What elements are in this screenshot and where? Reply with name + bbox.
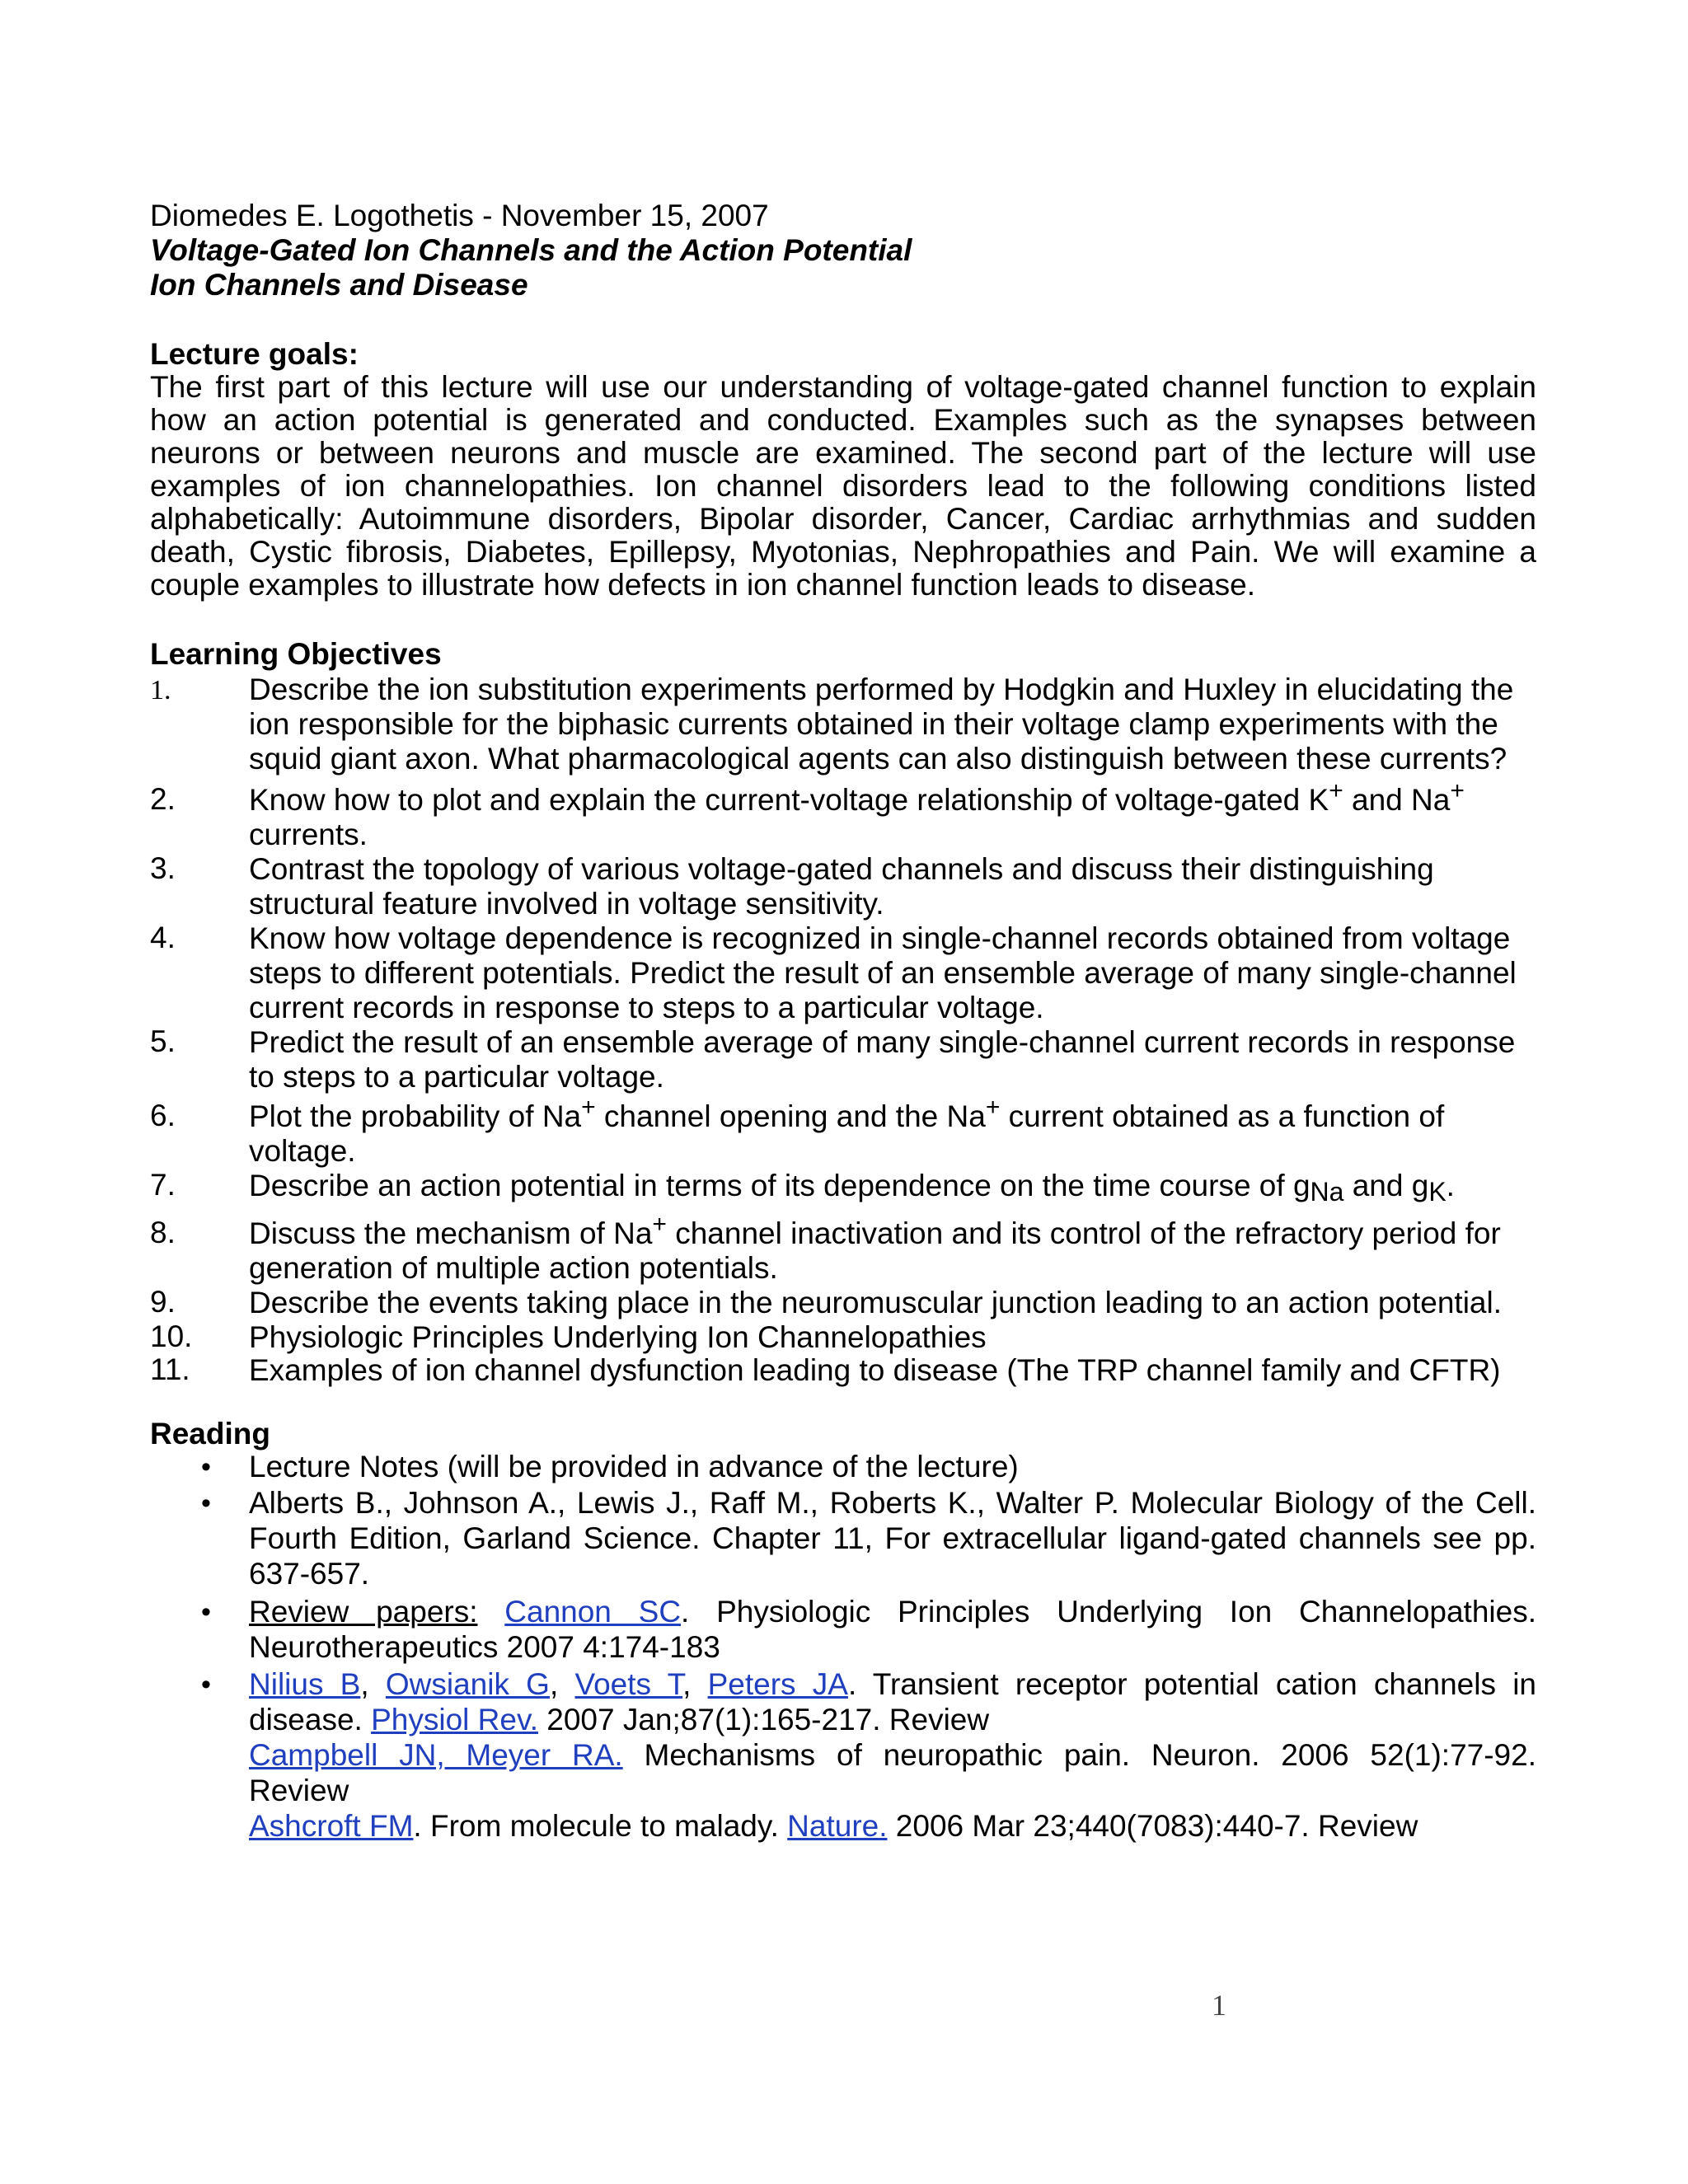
reading-line bbox=[249, 1666, 1536, 1702]
superscript: + bbox=[1450, 777, 1465, 804]
objective-line: currents. bbox=[249, 818, 368, 851]
objective-line: Physiologic Principles Underlying Ion Channelopathies bbox=[249, 1320, 987, 1354]
journal-link[interactable]: Physiol Rev. bbox=[371, 1703, 538, 1736]
author-link[interactable]: Owsianik G bbox=[385, 1667, 550, 1701]
objective-item bbox=[249, 673, 1543, 776]
goals-line: how an action potential is generated and conducted. Examples such as the synapses between bbox=[150, 403, 1536, 437]
objective-text: channel inactivation and its control of the refractory period for bbox=[666, 1216, 1501, 1250]
reading-item bbox=[249, 1666, 1536, 1844]
goals-heading: Lecture goals: bbox=[150, 337, 359, 371]
reading-line: Fourth Edition, Garland Science. Chapter 11, For extracellular ligand-gated channels see pp. bbox=[249, 1521, 1536, 1555]
reading-item bbox=[249, 1594, 1536, 1665]
objective-number: 1. bbox=[150, 675, 171, 705]
objective-line: to steps to a particular voltage. bbox=[249, 1060, 664, 1094]
objective-line: squid giant axon. What pharmacological agents can also distinguish between these currents? bbox=[249, 742, 1507, 776]
goals-line: examples of ion channelopathies. Ion channel disorders lead to the following conditions listed bbox=[150, 469, 1536, 503]
reading-heading: Reading bbox=[150, 1417, 270, 1451]
reading-text: disease. bbox=[249, 1703, 372, 1736]
bullet-icon: • bbox=[201, 1669, 211, 1700]
objective-text: and Na bbox=[1343, 783, 1451, 817]
reading-text: . Transient receptor potential cation channels in bbox=[847, 1667, 1536, 1701]
objective-line: steps to different potentials. Predict the result of an ensemble average of many single-channel bbox=[249, 956, 1517, 990]
ashcroft-link[interactable]: Ashcroft FM bbox=[249, 1809, 414, 1843]
objective-text: Describe an action potential in terms of its dependence on the time course of g bbox=[249, 1169, 1311, 1202]
reading-line: Review bbox=[249, 1774, 349, 1807]
goals-line: neurons or between neurons and muscle are examined. The second part of the lecture will use bbox=[150, 436, 1536, 470]
bullet-icon: • bbox=[201, 1488, 211, 1519]
superscript: + bbox=[1329, 777, 1343, 804]
reading-text: . From molecule to malady. bbox=[413, 1809, 788, 1843]
objective-text: Know how to plot and explain the current-voltage relationship of voltage-gated K bbox=[249, 783, 1329, 817]
title-main: Voltage-Gated Ion Channels and the Action Potential bbox=[150, 233, 912, 267]
objective-number: 8. bbox=[150, 1216, 176, 1249]
objective-text: and g bbox=[1343, 1169, 1429, 1202]
campbell-meyer-link[interactable]: Campbell JN, Meyer RA. bbox=[249, 1738, 623, 1772]
objective-text: Discuss the mechanism of Na bbox=[249, 1216, 653, 1250]
bullet-icon: • bbox=[201, 1451, 211, 1483]
subscript: K bbox=[1428, 1177, 1447, 1207]
author-date: Diomedes E. Logothetis - November 15, 2007 bbox=[150, 199, 769, 232]
objective-line: voltage. bbox=[249, 1134, 356, 1168]
objective-text: current obtained as a function of bbox=[1000, 1099, 1445, 1133]
objective-item bbox=[249, 1025, 1543, 1094]
objective-number: 4. bbox=[150, 921, 176, 954]
superscript: + bbox=[581, 1094, 596, 1121]
goals-line: death, Cystic fibrosis, Diabetes, Epillepsy, Myotonias, Nephropathies and Pain. We will examine a bbox=[150, 535, 1536, 569]
objective-line: Describe the ion substitution experiments performed by Hodgkin and Huxley in elucidating the bbox=[249, 673, 1514, 706]
objective-line: Contrast the topology of various voltage-gated channels and discuss their distinguishing bbox=[249, 852, 1434, 886]
reading-text: 2006 Mar 23;440(7083):440-7. Review bbox=[887, 1809, 1418, 1843]
objective-item bbox=[249, 1320, 1543, 1355]
reading-line: Lecture Notes (will be provided in advance of the lecture) bbox=[249, 1450, 1019, 1483]
goals-line: alphabetically: Autoimmune disorders, Bipolar disorder, Cancer, Cardiac arrhythmias and sudden bbox=[150, 502, 1536, 536]
objective-number: 11. bbox=[150, 1352, 190, 1386]
page-number: 1 bbox=[1212, 1989, 1226, 2022]
objective-line: current records in response to steps to a particular voltage. bbox=[249, 991, 1044, 1024]
objective-line bbox=[249, 777, 1543, 818]
reading-line: Alberts B., Johnson A., Lewis J., Raff M., Roberts K., Walter P. Molecular Biology of the Cell. bbox=[249, 1486, 1536, 1520]
objective-item bbox=[249, 1169, 1543, 1207]
goals-line: The first part of this lecture will use our understanding of voltage-gated channel function to explain bbox=[150, 370, 1536, 404]
nature-link[interactable]: Nature. bbox=[787, 1809, 888, 1843]
objective-number: 9. bbox=[150, 1285, 176, 1319]
reading-line bbox=[249, 1808, 1536, 1844]
reading-line bbox=[249, 1702, 1536, 1737]
objective-item bbox=[249, 1286, 1543, 1320]
objective-number: 10. bbox=[150, 1319, 193, 1353]
objective-item bbox=[249, 1094, 1543, 1169]
reading-line: Neurotherapeutics 2007 4:174-183 bbox=[249, 1630, 720, 1664]
cannon-link[interactable]: Cannon SC bbox=[504, 1595, 682, 1629]
author-link[interactable]: Peters JA bbox=[707, 1667, 848, 1701]
author-link[interactable]: Nilius B bbox=[249, 1667, 361, 1701]
objective-text: Plot the probability of Na bbox=[249, 1099, 582, 1133]
bullet-icon: • bbox=[201, 1596, 211, 1628]
objective-line: Predict the result of an ensemble average of many single-channel current records in response bbox=[249, 1025, 1516, 1059]
separator: , bbox=[360, 1667, 386, 1701]
reading-text: Mechanisms of neuropathic pain. Neuron. 2006 52(1):77-92. bbox=[622, 1738, 1536, 1772]
reading-line: 637-657. bbox=[249, 1557, 370, 1591]
goals-line: couple examples to illustrate how defects in ion channel function leads to disease. bbox=[150, 568, 1256, 602]
objective-number: 6. bbox=[150, 1099, 176, 1132]
objective-line: Examples of ion channel dysfunction leading to disease (The TRP channel family and CFTR) bbox=[249, 1353, 1501, 1387]
objective-text: . bbox=[1446, 1169, 1455, 1202]
reading-text: . Physiologic Principles Underlying Ion Channelopathies. bbox=[681, 1595, 1536, 1629]
objective-item bbox=[249, 1211, 1543, 1286]
reading-line bbox=[249, 1594, 1536, 1629]
objective-line: Know how voltage dependence is recognized in single-channel records obtained from voltage bbox=[249, 921, 1511, 955]
objective-number: 7. bbox=[150, 1168, 176, 1202]
author-link[interactable]: Voets T bbox=[574, 1667, 683, 1701]
objective-line: Describe the events taking place in the neuromuscular junction leading to an action potential. bbox=[249, 1286, 1502, 1319]
objective-line: structural feature involved in voltage sensitivity. bbox=[249, 887, 884, 921]
objective-item bbox=[249, 1353, 1543, 1388]
objective-line: generation of multiple action potentials. bbox=[249, 1251, 778, 1285]
reading-line bbox=[249, 1737, 1536, 1773]
objective-line bbox=[249, 1094, 1543, 1134]
goals-paragraph bbox=[150, 371, 1536, 602]
objective-number: 2. bbox=[150, 782, 176, 816]
objective-text: channel opening and the Na bbox=[595, 1099, 986, 1133]
objective-line bbox=[249, 1211, 1543, 1251]
objective-item bbox=[249, 921, 1543, 1025]
separator: , bbox=[549, 1667, 575, 1701]
superscript: + bbox=[652, 1211, 667, 1238]
objective-number: 3. bbox=[150, 851, 176, 885]
objective-line bbox=[249, 1169, 1543, 1207]
title-secondary: Ion Channels and Disease bbox=[150, 268, 528, 302]
objectives-heading: Learning Objectives bbox=[150, 637, 442, 671]
review-papers-label: Review papers: bbox=[249, 1595, 478, 1629]
objective-item bbox=[249, 777, 1543, 852]
subscript: Na bbox=[1310, 1177, 1344, 1207]
reading-text: 2007 Jan;87(1):165-217. Review bbox=[537, 1703, 990, 1736]
reading-item bbox=[249, 1485, 1536, 1591]
objective-item bbox=[249, 852, 1543, 921]
objective-number: 5. bbox=[150, 1024, 176, 1058]
separator: , bbox=[682, 1667, 708, 1701]
reading-item bbox=[249, 1449, 1536, 1484]
objective-line: ion responsible for the biphasic currents obtained in their voltage clamp experiments with the bbox=[249, 707, 1498, 741]
superscript: + bbox=[985, 1094, 1001, 1121]
